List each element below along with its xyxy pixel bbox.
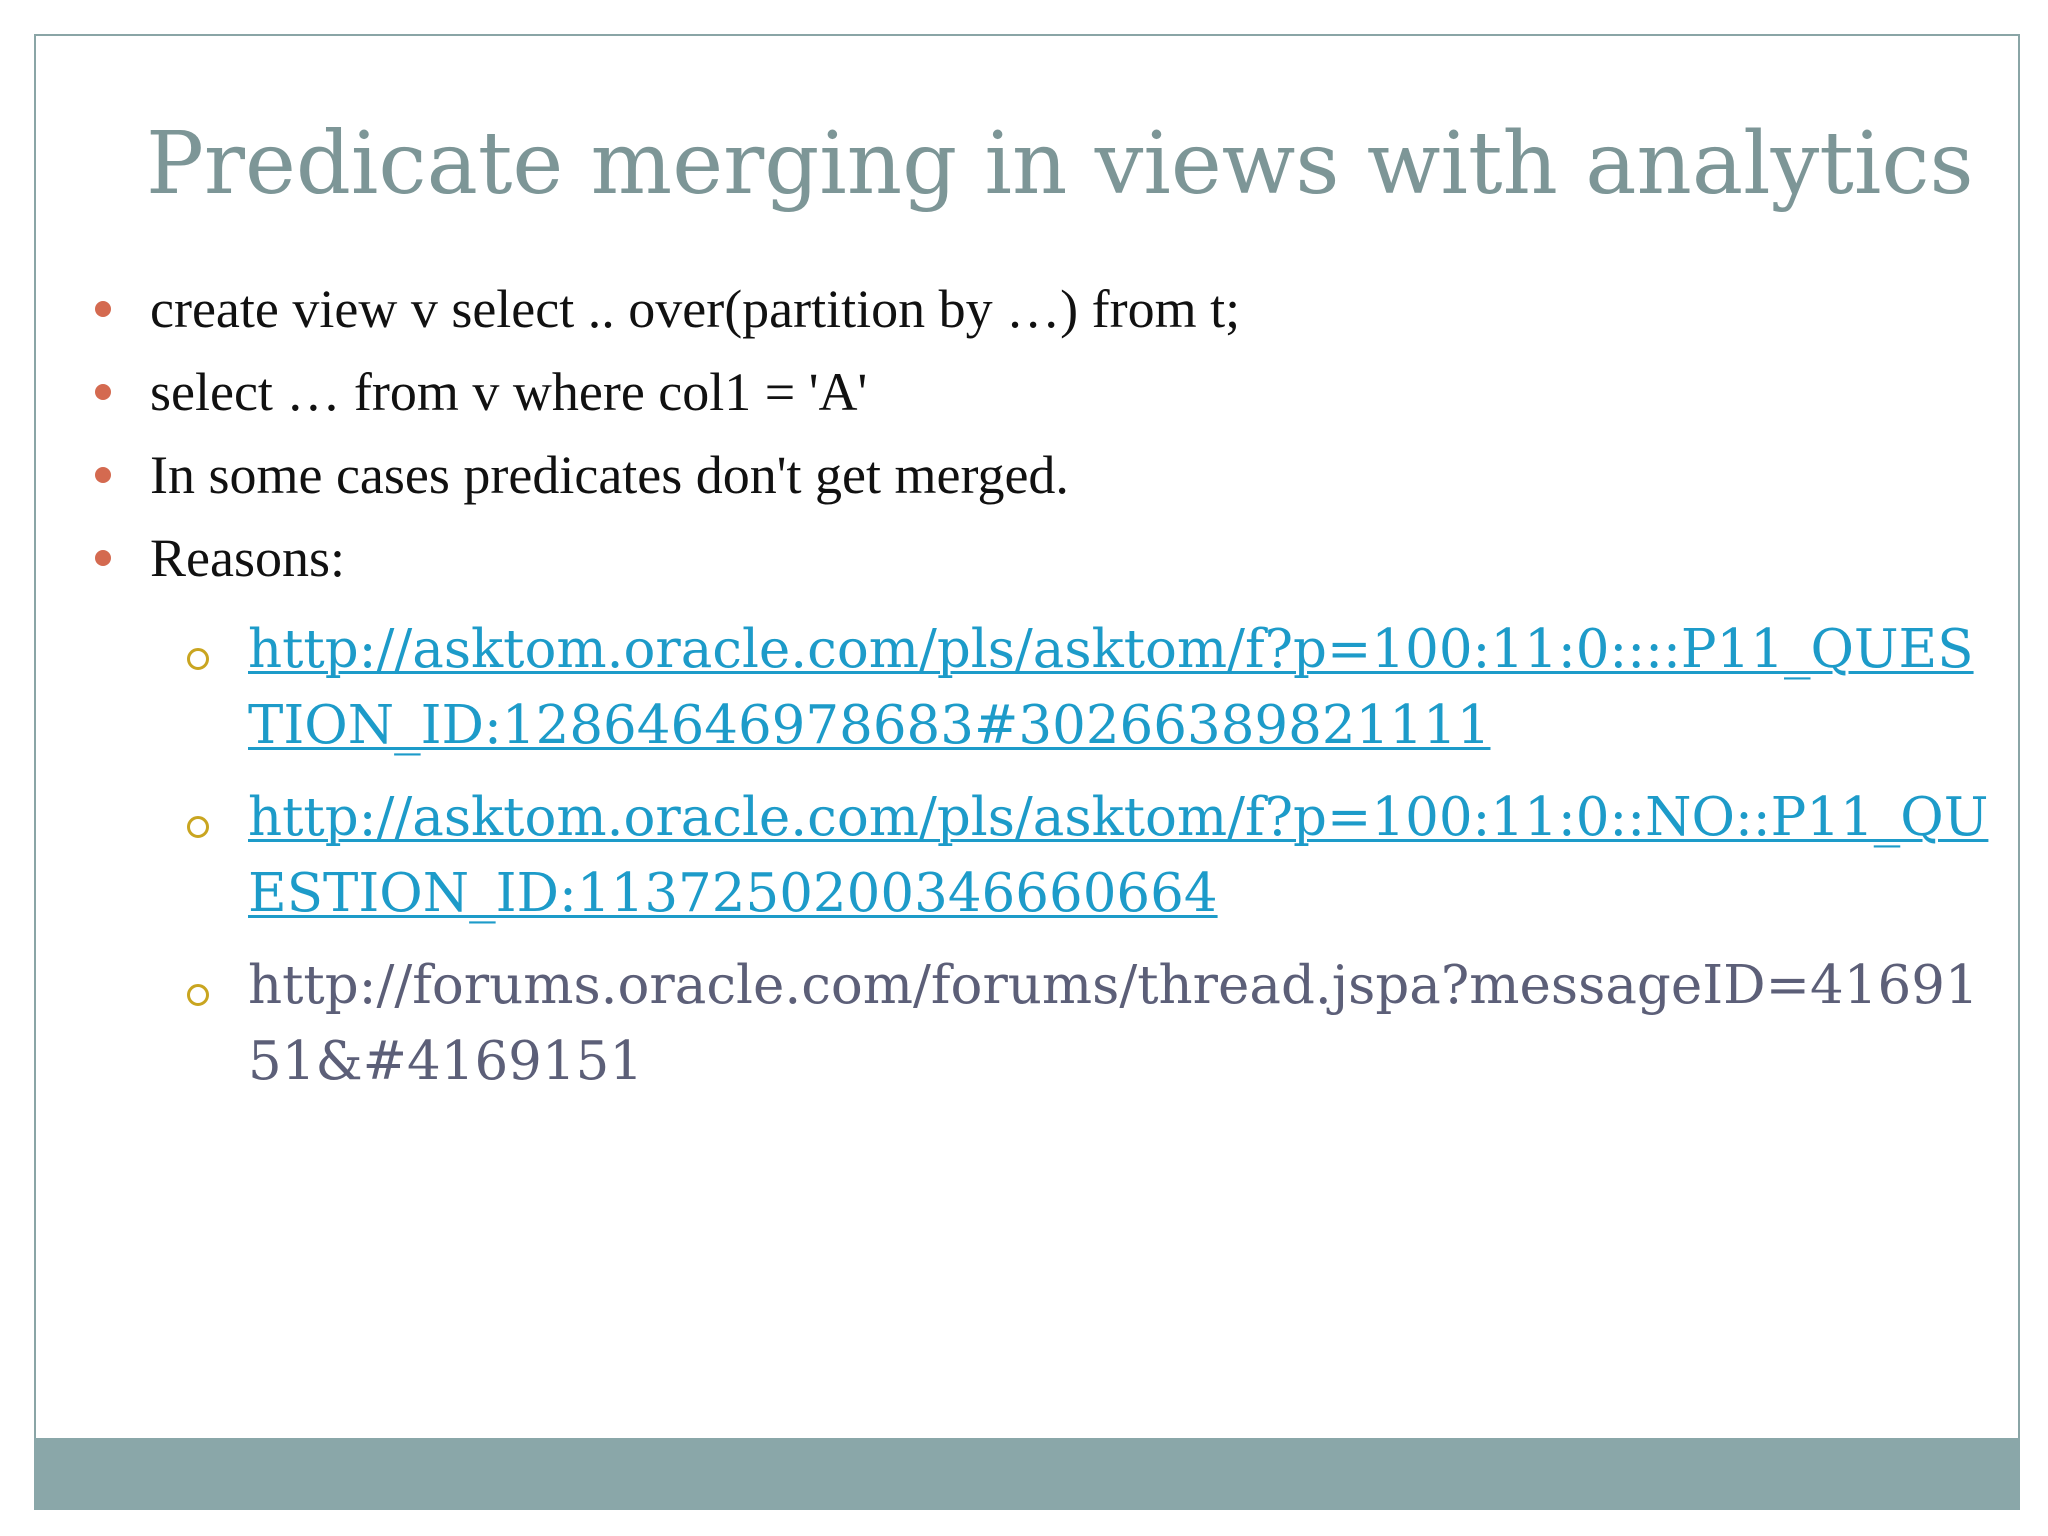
bullet-text: Reasons: bbox=[150, 528, 345, 588]
forums-url-text: http://forums.oracle.com/forums/thread.jspa?messageID=4169151&#4169151 bbox=[248, 955, 1979, 1092]
sub-item bbox=[182, 612, 2008, 764]
bullet-item bbox=[92, 268, 1240, 351]
bullet-text: select … from v where col1 = 'A' bbox=[150, 362, 868, 422]
ring-bullet-icon bbox=[187, 816, 209, 838]
bullet-text: In some cases predicates don't get merged. bbox=[150, 445, 1069, 505]
asktom-link-1[interactable]: http://asktom.oracle.com/pls/asktom/f?p=100:11:0::::P11_QUESTION_ID:12864646978683#30266389821111 bbox=[248, 619, 1974, 756]
slide-title: Predicate merging in views with analytics bbox=[146, 114, 1974, 214]
ring-bullet-icon bbox=[187, 984, 209, 1006]
bullet-dot-icon bbox=[95, 301, 111, 317]
bullet-text: create view v select .. over(partition by …) from t; bbox=[150, 279, 1241, 339]
bullet-item bbox=[92, 351, 1240, 434]
asktom-link-2[interactable]: http://asktom.oracle.com/pls/asktom/f?p=100:11:0::NO::P11_QUESTION_ID:1137250200346660664 bbox=[248, 787, 1989, 924]
bullet-list bbox=[92, 268, 1240, 600]
sub-item bbox=[182, 948, 2008, 1100]
bullet-item bbox=[92, 517, 1240, 600]
ring-bullet-icon bbox=[187, 648, 209, 670]
reasons-sublist bbox=[182, 612, 2008, 1116]
footer-bar bbox=[34, 1438, 2020, 1510]
bullet-dot-icon bbox=[95, 384, 111, 400]
sub-item bbox=[182, 780, 2008, 932]
bullet-item bbox=[92, 434, 1240, 517]
bullet-dot-icon bbox=[95, 550, 111, 566]
bullet-dot-icon bbox=[95, 467, 111, 483]
